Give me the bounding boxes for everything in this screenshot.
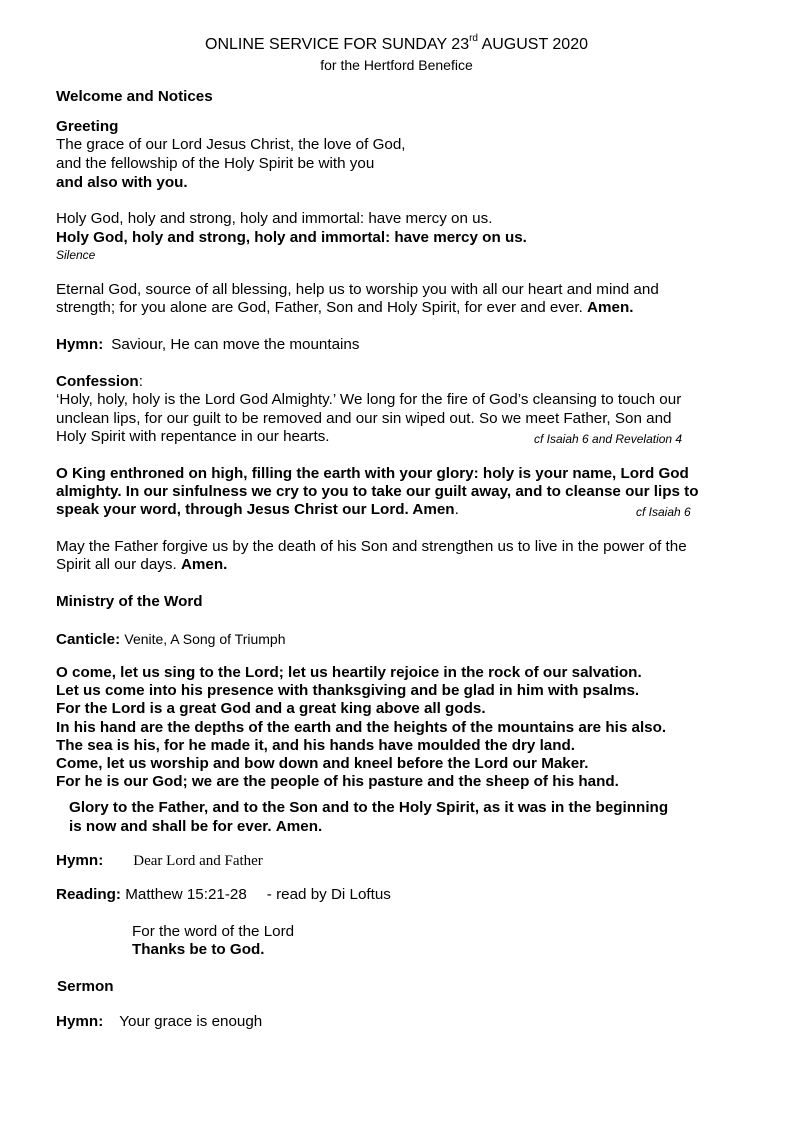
canticle-name: Venite, A Song of Triumph [124, 631, 286, 647]
reading [56, 886, 391, 904]
collect-line-2 [56, 299, 633, 317]
absolution-line-1: May the Father forgive us by the death of his Son and strengthen us to live in the power of the [56, 538, 687, 555]
confession-response-3 [56, 501, 459, 519]
canticle-line: Let us come into his presence with thanksgiving and be glad in him with psalms. [56, 682, 640, 699]
hymn-2-label: Hymn: [56, 852, 104, 869]
confession-response-3-text: speak your word, through Jesus Christ our Lord. Amen [56, 501, 455, 518]
silence-rubric: Silence [56, 248, 96, 262]
reading-response: Thanks be to God. [132, 941, 265, 958]
canticle-line: Come, let us worship and bow down and kneel before the Lord our Maker. [56, 755, 589, 772]
greeting-line-1: The grace of our Lord Jesus Christ, the love of God, [56, 136, 406, 153]
collect-amen: Amen. [587, 299, 634, 316]
sermon-heading: Sermon [57, 978, 114, 995]
welcome-heading: Welcome and Notices [56, 88, 213, 105]
gloria-line-2 [69, 818, 322, 836]
hymn-1 [56, 336, 359, 354]
trisagion-line: Holy God, holy and strong, holy and immortal: have mercy on us. [56, 210, 493, 227]
reading-reference: Matthew 15:21-28 [125, 886, 247, 903]
canticle-line: O come, let us sing to the Lord; let us heartily rejoice in the rock of our salvation. [56, 664, 642, 681]
greeting-heading: Greeting [56, 118, 119, 135]
hymn-3 [56, 1013, 262, 1031]
absolution-text: Spirit all our days. [56, 556, 177, 573]
hymn-3-label: Hymn: [56, 1013, 104, 1030]
confession-response-reference: cf Isaiah 6 [636, 505, 691, 519]
reading-versicle: For the word of the Lord [132, 923, 295, 940]
reading-label: Reading: [56, 886, 121, 903]
collect-line-1: Eternal God, source of all blessing, help us to worship you with all our heart and mind and [56, 281, 659, 298]
gloria-amen: Amen. [275, 818, 323, 835]
absolution-line-2 [56, 556, 227, 574]
absolution-amen: Amen. [180, 556, 228, 573]
hymn-1-title: Saviour, He can move the mountains [111, 336, 360, 353]
greeting-line-2: and the fellowship of the Holy Spirit be with you [56, 155, 375, 172]
hymn-1-label: Hymn: [56, 336, 104, 353]
ministry-heading: Ministry of the Word [56, 593, 203, 610]
confession-response-1: O King enthroned on high, filling the earth with your glory: holy is your name, Lord God [56, 465, 689, 482]
hymn-2-title: Dear Lord and Father [133, 853, 263, 869]
title-text: ONLINE SERVICE FOR SUNDAY 23 [205, 36, 470, 53]
confession-line-3: Holy Spirit with repentance in our hearts. [56, 428, 330, 445]
confession-colon: : [138, 373, 143, 390]
canticle-title [56, 630, 285, 649]
title-ordinal: rd [469, 32, 478, 44]
hymn-2 [56, 852, 263, 870]
canticle-line: For the Lord is a great God and a great king above all gods. [56, 700, 486, 717]
canticle-line: For he is our God; we are the people of his pasture and the sheep of his hand. [56, 773, 619, 790]
confession-response-3-dot: . [454, 501, 459, 518]
reading-reader: - read by Di Loftus [266, 886, 391, 903]
confession-line-2: unclean lips, for our guilt to be removed and our sin wiped out. So we meet Father, Son and [56, 410, 672, 427]
title-date: AUGUST 2020 [478, 36, 588, 53]
page-subtitle: for the Hertford Benefice [320, 57, 473, 73]
trisagion-response: Holy God, holy and strong, holy and immortal: have mercy on us. [56, 229, 527, 246]
confession-heading [56, 373, 143, 391]
canticle-line: In his hand are the depths of the earth and the heights of the mountains are his also. [56, 719, 667, 736]
page-title [0, 32, 793, 55]
greeting-response: and also with you. [56, 174, 188, 191]
collect-text: strength; for you alone are God, Father, Son and Holy Spirit, for ever and ever. [56, 299, 583, 316]
confession-heading-text: Confession [56, 373, 139, 390]
confession-line-1: ‘Holy, holy, holy is the Lord God Almighty.’ We long for the fire of God’s cleansing to touch our [56, 391, 682, 408]
canticle-line: The sea is his, for he made it, and his hands have moulded the dry land. [56, 737, 576, 754]
gloria-line-1: Glory to the Father, and to the Son and to the Holy Spirit, as it was in the beginning [69, 799, 669, 816]
confession-reference: cf Isaiah 6 and Revelation 4 [534, 432, 683, 446]
canticle-label: Canticle: [56, 631, 121, 648]
hymn-3-title: Your grace is enough [119, 1013, 263, 1030]
gloria-text: is now and shall be for ever. [69, 818, 272, 835]
confession-response-2: almighty. In our sinfulness we cry to you to take our guilt away, and to cleanse our lips to [56, 483, 699, 500]
